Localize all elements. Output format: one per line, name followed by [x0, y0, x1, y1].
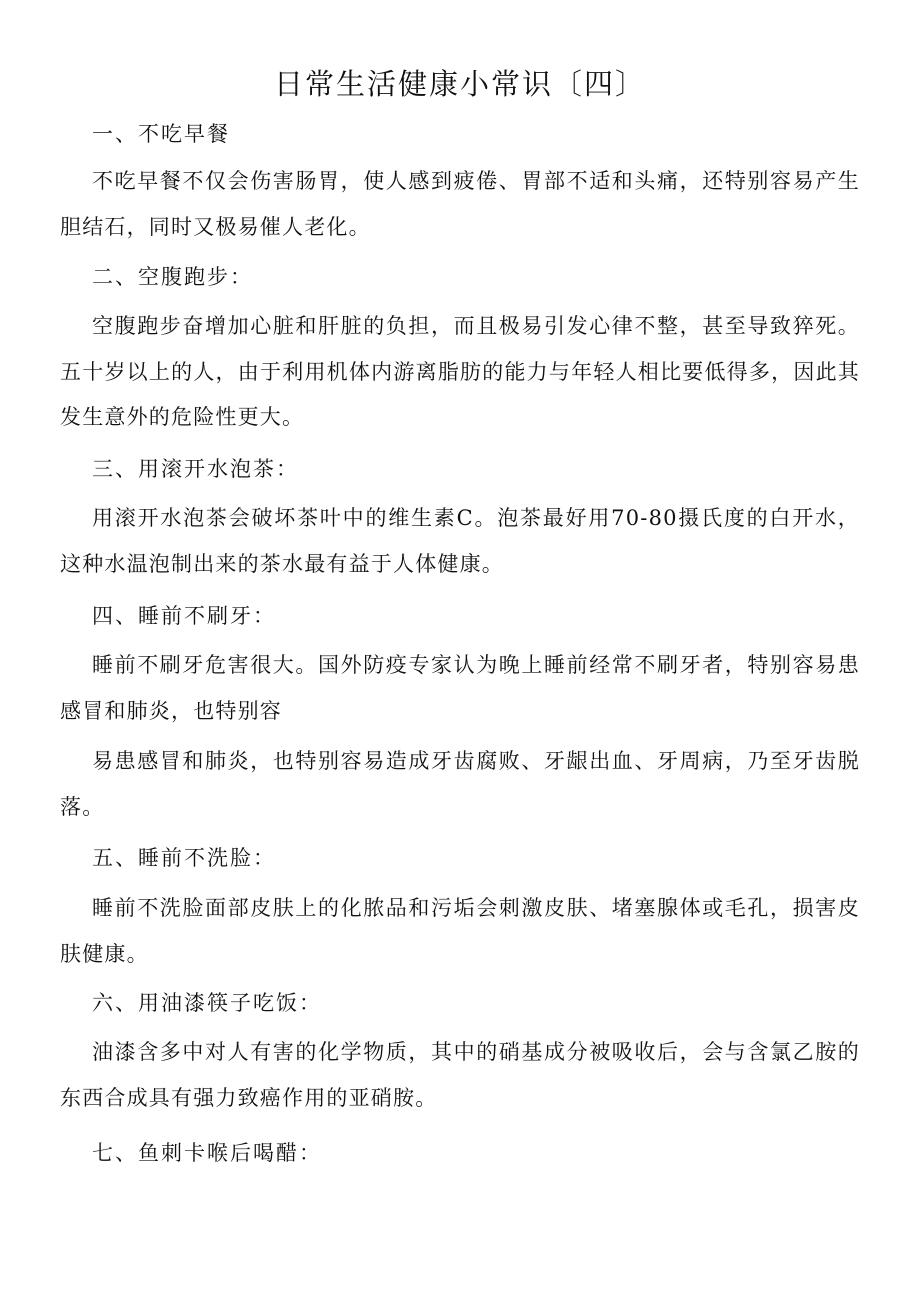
section-paragraph: 睡前不刷牙危害很大。国外防疫专家认为晚上睡前经常不刷牙者，特别容易患感冒和肺炎，也特别容	[60, 653, 860, 723]
section-paragraph: 易患感冒和肺炎，也特别容易造成牙齿腐败、牙龈出血、牙周病，乃至牙齿脱落。	[60, 749, 860, 819]
section-heading: 三、用滚开水泡茶：	[92, 457, 299, 481]
section-paragraph: 空腹跑步奋增加心脏和肝脏的负担，而且极易引发心律不整，甚至导致猝死。五十岁以上的人，由于利用机体内游离脂肪的能力与年轻人相比要低得多，因此其发生意外的危险性更大。	[60, 314, 860, 429]
section-heading: 六、用油漆筷子吃饭：	[92, 991, 322, 1015]
section-paragraph: 油漆含多中对人有害的化学物质，其中的硝基成分被吸收后，会与含氯乙胺的东西合成具有强力致癌作用的亚硝胺。	[60, 1040, 860, 1110]
section-heading: 四、睡前不刷牙：	[92, 604, 276, 628]
section-paragraph: 不吃早餐不仅会伤害肠胃，使人感到疲倦、胃部不适和头痛，还特别容易产生胆结石，同时又极易催人老化。	[60, 169, 860, 239]
section-paragraph: 用滚开水泡茶会破坏茶叶中的维生素C。泡茶最好用70-80摄氏度的白开水，这种水温泡制出来的茶水最有益于人体健康。	[60, 506, 860, 576]
section-paragraph: 睡前不洗脸面部皮肤上的化脓品和污垢会刺激皮肤、堵塞腺体或毛孔，损害皮肤健康。	[60, 896, 860, 966]
document-title: 日常生活健康小常识〔四〕	[273, 67, 646, 101]
section-heading: 一、不吃早餐	[92, 122, 230, 146]
section-heading: 二、空腹跑步：	[92, 265, 253, 289]
section-heading: 七、鱼刺卡喉后喝醋：	[92, 1141, 322, 1165]
section-heading: 五、睡前不洗脸：	[92, 846, 276, 870]
